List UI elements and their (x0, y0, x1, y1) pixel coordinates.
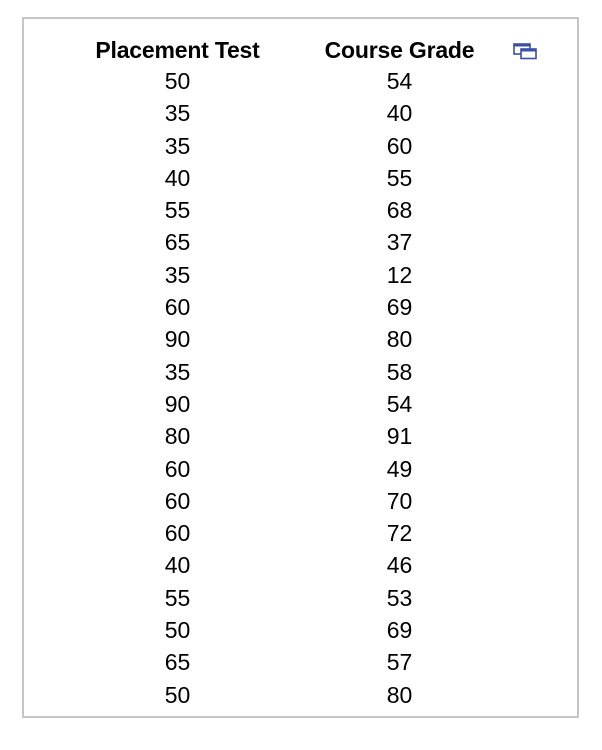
cell-course-grade: 80 (386, 681, 413, 708)
cell-course-grade: 55 (386, 164, 413, 191)
data-table (80, 35, 524, 711)
table-row (80, 226, 524, 258)
cell-course-grade: 54 (386, 68, 413, 94)
table-row (80, 549, 524, 581)
table-row (80, 453, 524, 485)
table-header-row (80, 35, 524, 65)
cell-placement-test: 60 (164, 487, 191, 514)
table-row (80, 130, 524, 162)
table-row (80, 65, 524, 97)
cell-placement-test: 35 (164, 358, 191, 385)
cell-course-grade: 46 (386, 552, 413, 579)
cell-placement-test: 60 (164, 455, 191, 482)
cell-placement-test: 90 (164, 390, 191, 417)
table-row (80, 259, 524, 291)
expand-window-icon-graphic (512, 41, 538, 61)
header-course-grade: Course Grade (324, 37, 475, 63)
cell-course-grade: 57 (386, 649, 413, 676)
table-row (80, 162, 524, 194)
cell-placement-test: 40 (164, 552, 191, 579)
expand-window-icon[interactable] (512, 41, 538, 61)
table-row (80, 582, 524, 614)
table-row (80, 356, 524, 388)
cell-course-grade: 53 (386, 584, 413, 611)
cell-placement-test: 65 (164, 649, 191, 676)
table-row (80, 323, 524, 355)
cell-placement-test: 65 (164, 229, 191, 256)
cell-course-grade: 40 (386, 100, 413, 127)
data-table-panel (22, 17, 579, 718)
cell-course-grade: 37 (386, 229, 413, 256)
cell-placement-test: 40 (164, 164, 191, 191)
cell-course-grade: 80 (386, 326, 413, 353)
cell-course-grade: 49 (386, 455, 413, 482)
cell-placement-test: 80 (164, 423, 191, 450)
table-row (80, 291, 524, 323)
cell-course-grade: 58 (386, 358, 413, 385)
cell-course-grade: 54 (386, 390, 413, 417)
cell-course-grade: 60 (386, 132, 413, 159)
cell-course-grade: 68 (386, 197, 413, 224)
cell-placement-test: 35 (164, 100, 191, 127)
cell-course-grade: 12 (386, 261, 413, 288)
cell-placement-test: 55 (164, 584, 191, 611)
table-row (80, 97, 524, 129)
cell-placement-test: 35 (164, 132, 191, 159)
table-row (80, 485, 524, 517)
cell-course-grade: 69 (386, 617, 413, 644)
cell-placement-test: 60 (164, 294, 191, 321)
cell-placement-test: 90 (164, 326, 191, 353)
cell-placement-test: 55 (164, 197, 191, 224)
cell-placement-test: 35 (164, 261, 191, 288)
cell-placement-test: 50 (164, 68, 191, 94)
cell-course-grade: 70 (386, 487, 413, 514)
cell-placement-test: 50 (164, 681, 191, 708)
cell-course-grade: 69 (386, 294, 413, 321)
table-row (80, 679, 524, 711)
table-row (80, 388, 524, 420)
table-row (80, 614, 524, 646)
table-row (80, 420, 524, 452)
table-row (80, 194, 524, 226)
cell-placement-test: 60 (164, 520, 191, 547)
table-row (80, 646, 524, 678)
table-row (80, 517, 524, 549)
header-placement-test: Placement Test (95, 37, 260, 63)
cell-course-grade: 72 (386, 520, 413, 547)
cell-placement-test: 50 (164, 617, 191, 644)
cell-course-grade: 91 (386, 423, 413, 450)
table-body (80, 65, 524, 711)
